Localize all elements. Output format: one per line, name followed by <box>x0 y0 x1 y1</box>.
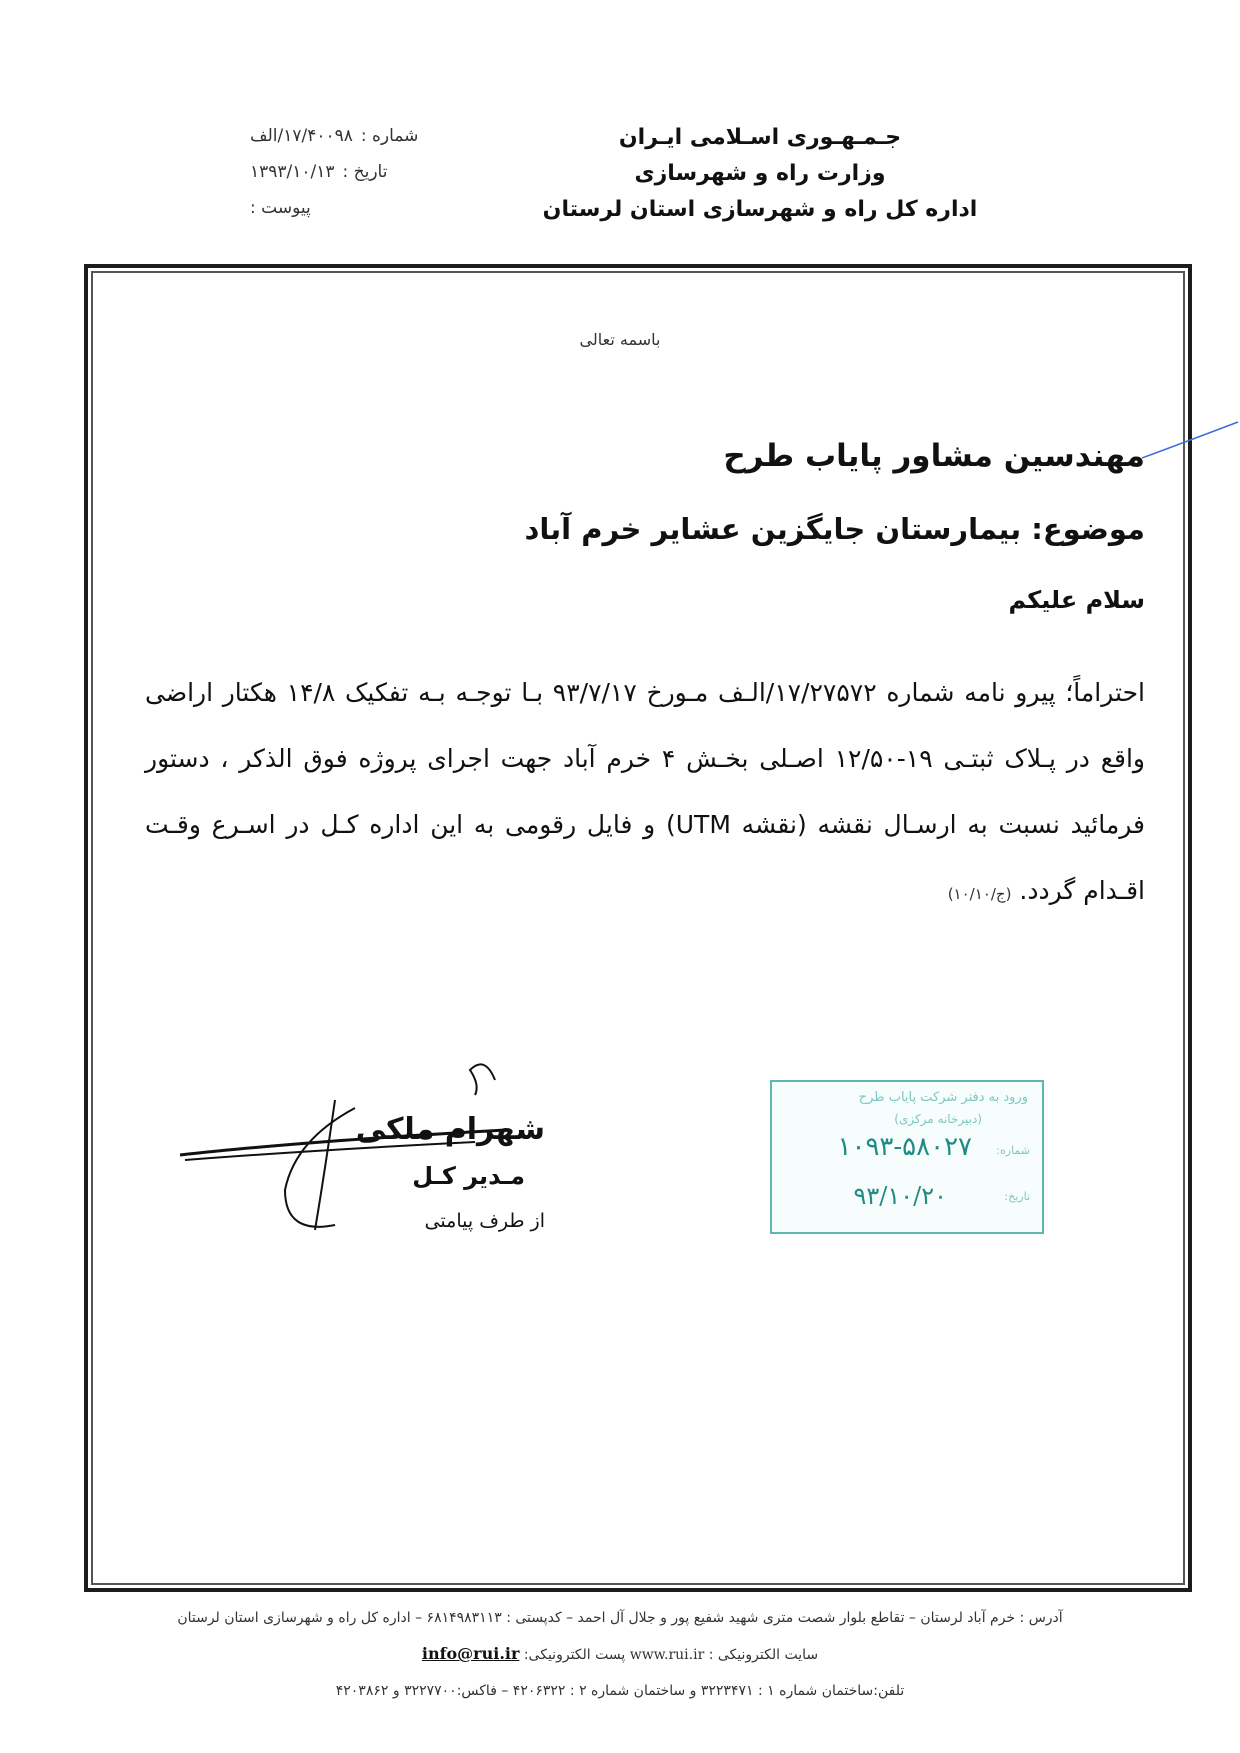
email-label: پست الکترونیکی: <box>523 1647 626 1663</box>
attachment-label: پیوست : <box>250 198 311 218</box>
subject: موضوع: بیمارستان جایگزین عشایر خرم آباد <box>524 512 1145 546</box>
pen-mark-icon <box>1140 414 1240 464</box>
footer-phones: تلفن:ساختمان شماره ۱ : ۳۲۲۳۴۷۱ و ساختمان شماره ۲ : ۴۲۰۶۳۲۲ – فاکس:۳۲۲۷۷۰۰ و ۴۲۰۳۸۶۲ <box>335 1683 905 1699</box>
stamp-date: ۹۳/۱۰/۲۰ <box>853 1182 947 1210</box>
footer-address: آدرس : خرم آباد لرستان – تقاطع بلوار شصت متری شهید شفیع پور و جلال آل احمد – کدپستی : ۶۸۱۴۹۸۳۱۱۳ – اداره کل راه و شهرسازی استان لرستان <box>177 1610 1063 1626</box>
number-value: ۱۷/۴۰۰۹۸/الف <box>250 126 353 146</box>
footer-contact <box>80 1636 1160 1673</box>
stamp-number-label: شماره: <box>996 1144 1030 1157</box>
ministry-title: وزارت راه و شهرسازی <box>634 161 886 186</box>
website-label: سایت الکترونیکی : <box>708 1647 819 1663</box>
date-row <box>250 154 490 190</box>
greeting: سلام علیکم <box>1008 586 1145 614</box>
signer-title: مـدیر کـل <box>412 1162 525 1190</box>
signature-block <box>175 1050 575 1280</box>
signer-on-behalf: از طرف پیامتی <box>424 1210 545 1232</box>
letter-meta <box>250 118 490 226</box>
date-label: تاریخ : <box>342 162 388 182</box>
reference-code: (ج/۱۰/۱۰) <box>947 885 1012 903</box>
stamp-line2: (دبیرخانه مرکزی) <box>894 1112 982 1126</box>
number-row <box>250 118 490 154</box>
website-link[interactable]: www.rui.ir <box>629 1647 705 1663</box>
recipient: مهندسین مشاور پایاب طرح <box>723 438 1145 474</box>
letter-body <box>145 660 1145 927</box>
stamp-date-label: تاریخ: <box>1004 1190 1030 1203</box>
receipt-stamp <box>770 1080 1044 1234</box>
number-label: شماره : <box>360 126 419 146</box>
body-paragraph: احتراماً؛ پیرو نامه شماره ۱۷/۲۷۵۷۲/الـف مـورخ ۹۳/۷/۱۷ بـا توجـه بـه تفکیک ۱۴/۸ هکتار اراضی واقع در پـلاک ثبتـی ۱۹-۱۲/۵۰ اصـلی بخـش ۴ خرم آباد جهت اجرای پروژه فوق الذکر ، دستور فرمائید نسبت به ارسـال نقشه (نقشه UTM) و فایل رقومی به این اداره کـل در اسـرع وقـت اقـدام گردد. <box>145 678 1145 905</box>
email-link[interactable]: info@rui.ir <box>421 1644 520 1663</box>
date-value: ۱۳۹۳/۱۰/۱۳ <box>250 162 335 182</box>
bismillah: باسمه تعالی <box>579 330 661 349</box>
stamp-line1: ورود به دفتر شرکت پایاب طرح <box>858 1090 1028 1105</box>
office-title: اداره کل راه و شهرسازی استان لرستان <box>542 197 978 222</box>
letterhead <box>500 120 1020 228</box>
signer-name: شهرام ملکی <box>355 1112 545 1147</box>
country-title: جـمـهـوری اسـلامی ایـران <box>618 125 902 150</box>
footer <box>80 1600 1160 1709</box>
attachment-row <box>250 190 490 226</box>
stamp-number: ۱۰۹۳-۵۸۰۲۷ <box>837 1132 972 1162</box>
